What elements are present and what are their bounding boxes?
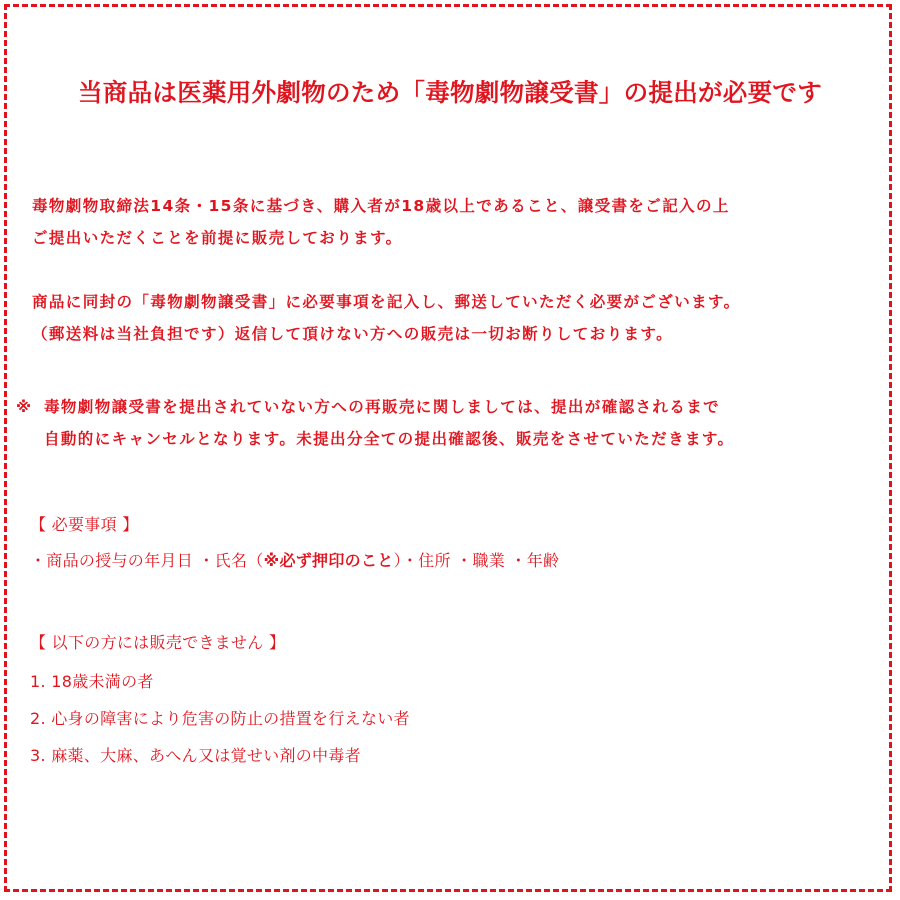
restricted-heading: 【 以下の方には販売できません 】 (30, 633, 286, 652)
restricted-section (30, 630, 410, 766)
required-heading: 【 必要事項 】 (30, 515, 139, 534)
mailing-paragraph-line: （郵送料は当社負担です）返信して頂けない方への販売は一切お断りしております。 (32, 325, 673, 343)
note-mark: ※ (16, 398, 33, 416)
required-items-text: ・商品の授与の年月日 ・氏名（ (30, 551, 264, 570)
cancellation-note (16, 391, 734, 455)
mailing-paragraph-line: 商品に同封の「毒物劇物譲受書」に必要事項を記入し、郵送していただく必要がございます。 (32, 293, 741, 311)
note-line: 自動的にキャンセルとなります。未提出分全ての提出確認後、販売をさせていただきます。 (44, 430, 735, 448)
law-paragraph (32, 190, 730, 254)
required-section (30, 512, 559, 571)
seal-required-note: ※必ず押印のこと (263, 551, 394, 570)
required-items-text: ）・住所 ・職業 ・年齢 (393, 551, 560, 570)
law-paragraph-line: 毒物劇物取締法14条・15条に基づき、購入者が18歳以上であること、譲受書をご記入の上 (32, 197, 730, 215)
restricted-item: 2. 心身の障害により危害の防止の措置を行えない者 (30, 709, 410, 728)
required-items (30, 548, 559, 571)
mailing-paragraph (32, 286, 741, 350)
note-line: 毒物劇物譲受書を提出されていない方への再販売に関しましては、提出が確認されるまで (44, 398, 721, 416)
law-paragraph-line: ご提出いただくことを前提に販売しております。 (32, 229, 403, 247)
restricted-item: 1. 18歳未満の者 (30, 672, 154, 691)
restricted-item: 3. 麻薬、大麻、あへん又は覚せい剤の中毒者 (30, 746, 361, 765)
page-title: 当商品は医薬用外劇物のため「毒物劇物譲受書」の提出が必要です (78, 78, 822, 107)
